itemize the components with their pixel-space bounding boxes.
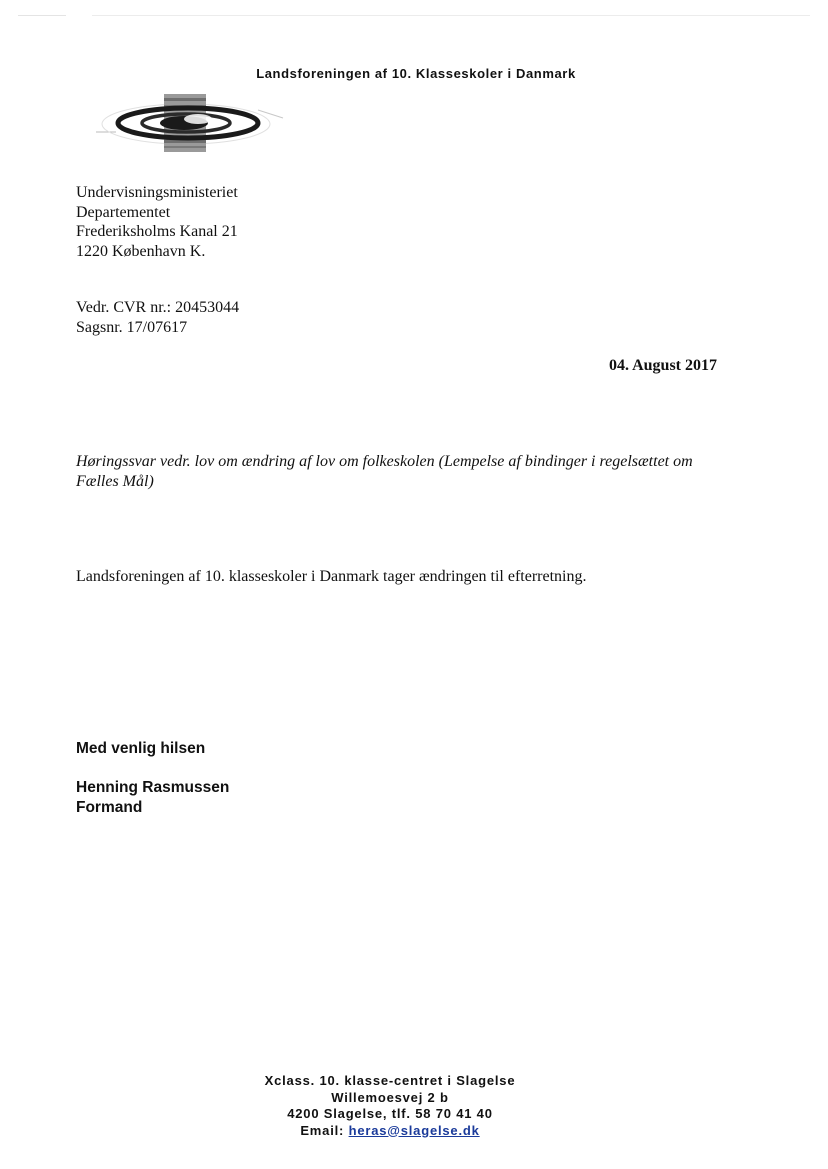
footer-street: Willemoesvej 2 b: [331, 1089, 449, 1105]
letter-date: 04. August 2017: [608, 357, 717, 374]
recipient-address: [76, 183, 238, 261]
footer-organization: Xclass. 10. klasse-centret i Slagelse: [264, 1073, 516, 1088]
address-line: 1220 København K.: [76, 242, 206, 260]
email-link[interactable]: heras@slagelse.dk: [348, 1122, 480, 1138]
subject-line-2: Fælles Mål): [76, 472, 154, 490]
address-line: Departementet: [76, 203, 171, 221]
letter-body: Landsforeningen af 10. klasseskoler i Danmark tager ændringen til efterretning.: [76, 568, 587, 585]
closing-salutation: Med venlig hilsen: [76, 740, 206, 757]
address-line: Frederiksholms Kanal 21: [76, 223, 238, 240]
footer-city-phone: 4200 Slagelse, tlf. 58 70 41 40: [287, 1106, 493, 1121]
subject-line-1: Høringssvar vedr. lov om ændring af lov om folkeskolen (Lempelse af bindinger i regelsættet om: [76, 453, 693, 470]
letter-footer: [0, 1073, 780, 1139]
signer-name: Henning Rasmussen: [76, 779, 230, 796]
cvr-reference: Vedr. CVR nr.: 20453044: [76, 299, 240, 316]
email-label: Email:: [300, 1122, 345, 1138]
scan-edge-left: [18, 15, 66, 16]
signer-title: Formand: [76, 798, 143, 816]
signature-block: [76, 778, 229, 817]
scan-edge-right: [92, 15, 810, 16]
footer-email-row: [0, 1123, 780, 1140]
organization-logo: [88, 92, 288, 154]
address-line: Undervisningsministeriet: [76, 184, 238, 201]
case-number: Sagsnr. 17/07617: [76, 318, 188, 336]
subject-line: [76, 452, 756, 491]
reference-block: [76, 298, 239, 337]
organization-header: Landsforeningen af 10. Klasseskoler i Danmark: [256, 66, 576, 81]
